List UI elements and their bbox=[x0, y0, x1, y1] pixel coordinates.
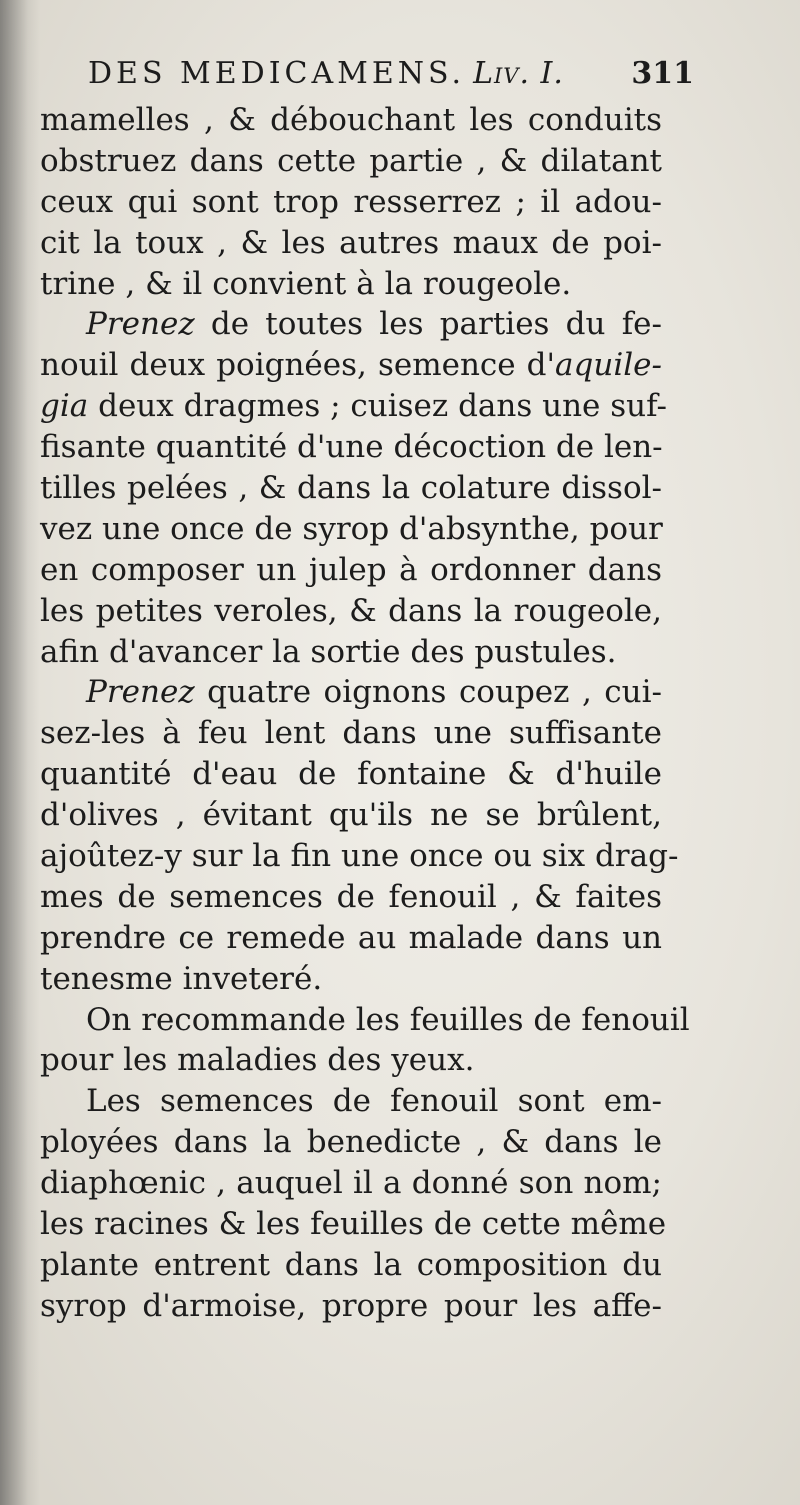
paragraph-start-line: Prenez quatre oignons coupez , cui- bbox=[86, 674, 662, 711]
text-line: trine , & il convient à la rougeole. bbox=[40, 265, 572, 302]
gutter-shadow bbox=[0, 0, 40, 1505]
text-line: gia deux dragmes ; cuisez dans une suf- bbox=[40, 388, 667, 425]
text-line: tilles pelées , & dans la colature dissol- bbox=[40, 470, 662, 507]
text-line: obstruez dans cette partie , & dilatant bbox=[40, 142, 662, 179]
text-line: mamelles , & débouchant les conduits bbox=[40, 102, 662, 138]
page-number: 311 bbox=[631, 56, 694, 91]
text-line: fisante quantité d'une décoction de len- bbox=[40, 429, 663, 466]
text-line: mes de semences de fenouil , & faites bbox=[40, 878, 662, 915]
text-line: d'olives , évitant qu'ils ne se brûlent, bbox=[40, 797, 662, 834]
text-line: afin d'avancer la sortie des pustules. bbox=[40, 633, 617, 670]
text-line: ceux qui sont trop resserrez ; il adou- bbox=[40, 183, 662, 220]
text-line: en composer un julep à ordonner dans bbox=[40, 551, 662, 588]
text-line: quantité d'eau de fontaine & d'huile bbox=[40, 756, 662, 793]
text-line: tenesme inveteré. bbox=[40, 960, 323, 997]
page-header bbox=[88, 50, 694, 100]
text-line: diaphœnic , auquel il a donné son nom; bbox=[40, 1165, 662, 1202]
running-head bbox=[88, 56, 564, 91]
text-line: pour les maladies des yeux. bbox=[40, 1042, 475, 1079]
running-head-title: DES MEDICAMENS. bbox=[88, 56, 466, 91]
text-line: nouil deux poignées, semence d'aquile- bbox=[40, 347, 662, 384]
paragraph-start-line: Les semences de fenouil sont em- bbox=[86, 1083, 662, 1120]
paragraph-start-line: On recommande les feuilles de fenouil bbox=[86, 1001, 690, 1038]
text-line: prendre ce remede au malade dans un bbox=[40, 919, 662, 956]
text-line: syrop d'armoise, propre pour les affe- bbox=[40, 1287, 662, 1324]
text-line: les petites veroles, & dans la rougeole, bbox=[40, 592, 662, 629]
text-line: sez-les à feu lent dans une suffisante bbox=[40, 715, 662, 752]
text-line: cit la toux , & les autres maux de poi- bbox=[40, 224, 662, 261]
text-line: ajoûtez-y sur la fin une once ou six drag- bbox=[40, 838, 679, 875]
text-line: vez une once de syrop d'absynthe, pour bbox=[40, 510, 663, 547]
text-line: les racines & les feuilles de cette même bbox=[40, 1206, 667, 1243]
text-line: plante entrent dans la composition du bbox=[40, 1246, 662, 1283]
paragraph-start-line: Prenez de toutes les parties du fe- bbox=[86, 306, 662, 343]
body-text bbox=[40, 100, 690, 1327]
book-number: Liv. I. bbox=[473, 56, 564, 91]
text-line: ployées dans la benedicte , & dans le bbox=[40, 1124, 662, 1161]
